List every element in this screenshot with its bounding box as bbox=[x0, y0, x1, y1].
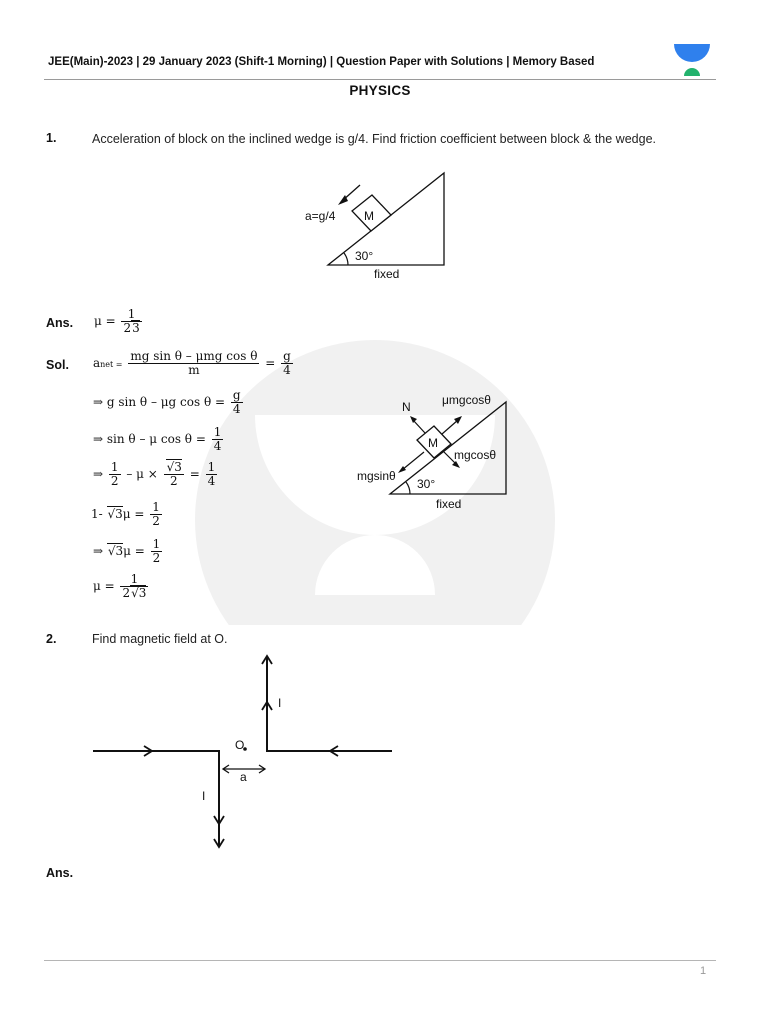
sol-perp-label: mgcosθ bbox=[454, 448, 497, 462]
sol-friction-label: μmgcosθ bbox=[442, 393, 491, 407]
sol-parallel-label: mgsinθ bbox=[357, 469, 396, 483]
q2-current-bottom-label: I bbox=[202, 789, 206, 803]
header-title: JEE(Main)-2023 | 29 January 2023 (Shift-1 Morning) | Question Paper with Solutions | Memory Based bbox=[48, 56, 595, 68]
sol-step-2: ⇒ g sin θ – μg cos θ = $\frac{g}{4}$ bbox=[93, 388, 241, 416]
q1-text: Acceleration of block on the inclined wedge is g/4. Find friction coefficient between block & the wedge. bbox=[92, 132, 656, 146]
sol-step-5: 1- √3μ = $\frac{1}{2}$ bbox=[91, 500, 160, 528]
q1-incline-figure bbox=[296, 165, 456, 285]
sol-block-label: M bbox=[428, 436, 438, 450]
sol-angle-label: 30° bbox=[417, 477, 436, 491]
q1-accel-label: a=g/4 bbox=[305, 209, 336, 223]
header-divider bbox=[44, 79, 716, 80]
sol-step-4: ⇒ $\frac{1}{2}$ – μ × $\frac{√3}{2}$ = $\frac{1}{4}$ bbox=[93, 460, 216, 488]
sol-step-6: ⇒ √3μ = $\frac{1}{2}$ bbox=[93, 537, 161, 565]
sol-step-3: ⇒ sin θ – μ cos θ = $\frac{1}{4}$ bbox=[93, 425, 222, 453]
footer-divider bbox=[44, 960, 716, 961]
q1-ans-label: Ans. bbox=[46, 316, 74, 330]
sol-base-label: fixed bbox=[436, 497, 462, 511]
q1-sol-label: Sol. bbox=[46, 358, 69, 372]
unacademy-logo-icon bbox=[672, 42, 712, 78]
q2-distance-label: a bbox=[240, 770, 247, 784]
q1-block-label: M bbox=[364, 209, 374, 223]
q1-answer: μ = $\frac{1}{23}$ bbox=[94, 307, 140, 335]
subject-title: PHYSICS bbox=[349, 83, 411, 98]
page-number: 1 bbox=[700, 965, 707, 977]
q2-text: Find magnetic field at O. bbox=[92, 632, 228, 646]
q2-ans-label: Ans. bbox=[46, 866, 74, 880]
q1-base-label: fixed bbox=[374, 267, 400, 281]
sol-step-7: μ = $\frac{1}{2√3}$ bbox=[93, 572, 147, 600]
q2-wire-figure bbox=[88, 650, 398, 855]
sol-free-body-figure bbox=[350, 390, 520, 515]
q2-number: 2. bbox=[46, 632, 57, 646]
q2-point-o-label: O bbox=[235, 738, 245, 752]
q1-number: 1. bbox=[46, 131, 57, 145]
sol-normal-label: N bbox=[402, 400, 411, 414]
sol-step-1: anet = $\frac{\text{mg sin θ – μmg cos θ}}{m}$ = $\frac{g}{4}$ bbox=[93, 349, 291, 377]
q1-angle-label: 30° bbox=[355, 249, 374, 263]
q2-current-top-label: I bbox=[278, 696, 282, 710]
